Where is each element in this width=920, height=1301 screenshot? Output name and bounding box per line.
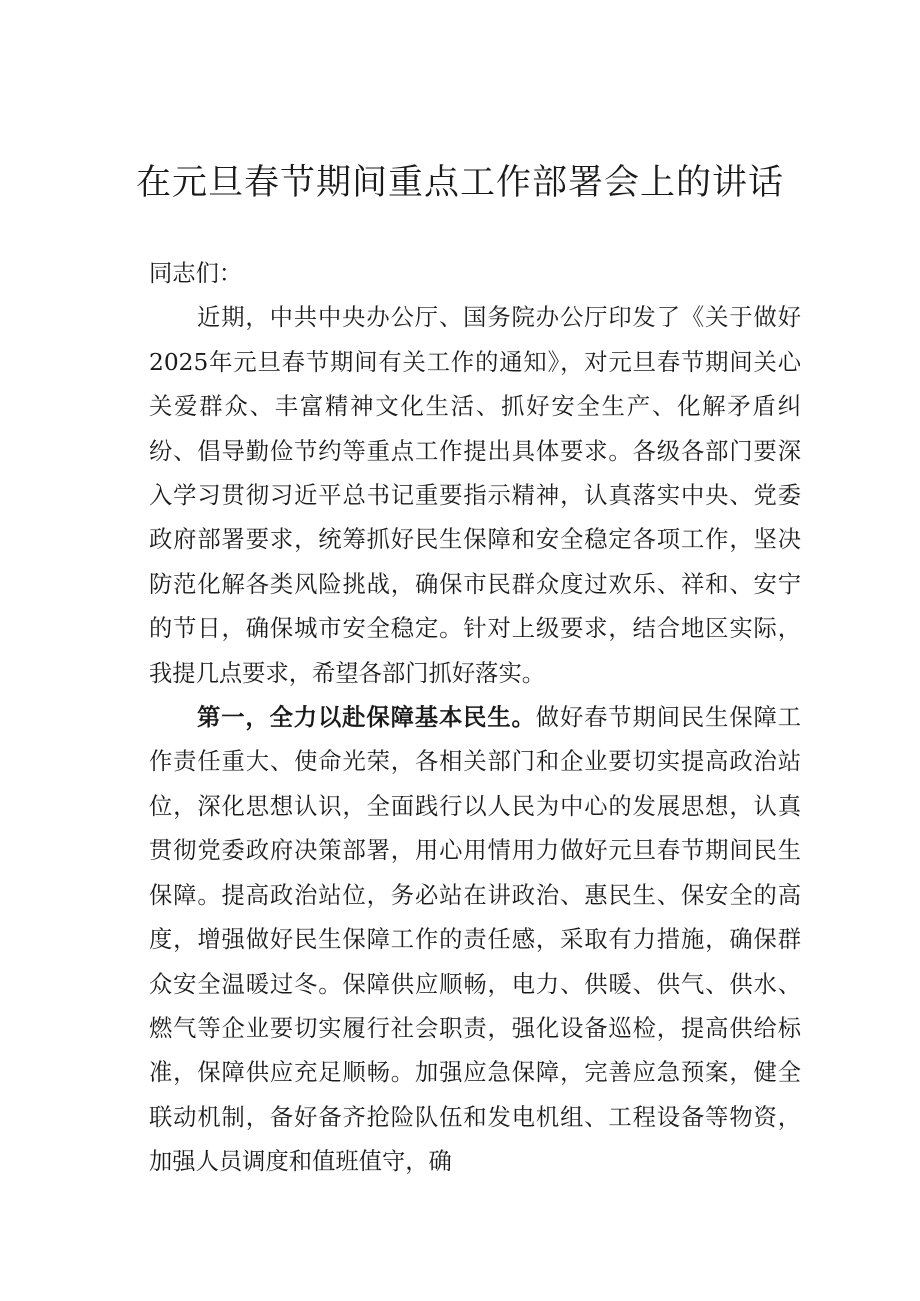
document-body: [149, 252, 801, 1185]
paragraph-first-point: [149, 696, 801, 1184]
paragraph-first-point-text: 做好春节期间民生保障工作责任重大、使命光荣，各相关部门和企业要切实提高政治站位，深化思想认识，全面践行以人民为中心的发展思想，认真贯彻党委政府决策部署，用心用情用力做好元旦春节期间民生保障。提高政治站位，务必站在讲政治、惠民生、保安全的高度，增强做好民生保障工作的责任感，采取有力措施，确保群众安全温暖过冬。保障供应顺畅，电力、供暖、供气、供水、燃气等企业要切实履行社会职责，强化设备巡检，提高供给标准，保障供应充足顺畅。加强应急保障，完善应急预案，健全联动机制，备好备齐抢险队伍和发电机组、工程设备等物资，加强人员调度和值班值守，确: [149, 704, 802, 1176]
greeting: 同志们：: [149, 260, 243, 287]
paragraph-intro-text: 近期，中共中央办公厅、国务院办公厅印发了《关于做好2025年元旦春节期间有关工作的通知》，对元旦春节期间关心关爱群众、丰富精神文化生活、抓好安全生产、化解矛盾纠纷、倡导勤俭节约等重点工作提出具体要求。各级各部门要深入学习贯彻习近平总书记重要指示精神，认真落实中央、党委政府部署要求，统筹抓好民生保障和安全稳定各项工作，坚决防范化解各类风险挑战，确保市民群众度过欢乐、祥和、安宁的节日，确保城市安全稳定。针对上级要求，结合地区实际，我提几点要求，希望各部门抓好落实。: [149, 304, 801, 687]
paragraph-intro: [149, 296, 801, 696]
paragraph-first-point-heading: 第一，全力以赴保障基本民生。: [197, 704, 536, 732]
document-title: 在元旦春节期间重点工作部署会上的讲话: [135, 163, 784, 203]
